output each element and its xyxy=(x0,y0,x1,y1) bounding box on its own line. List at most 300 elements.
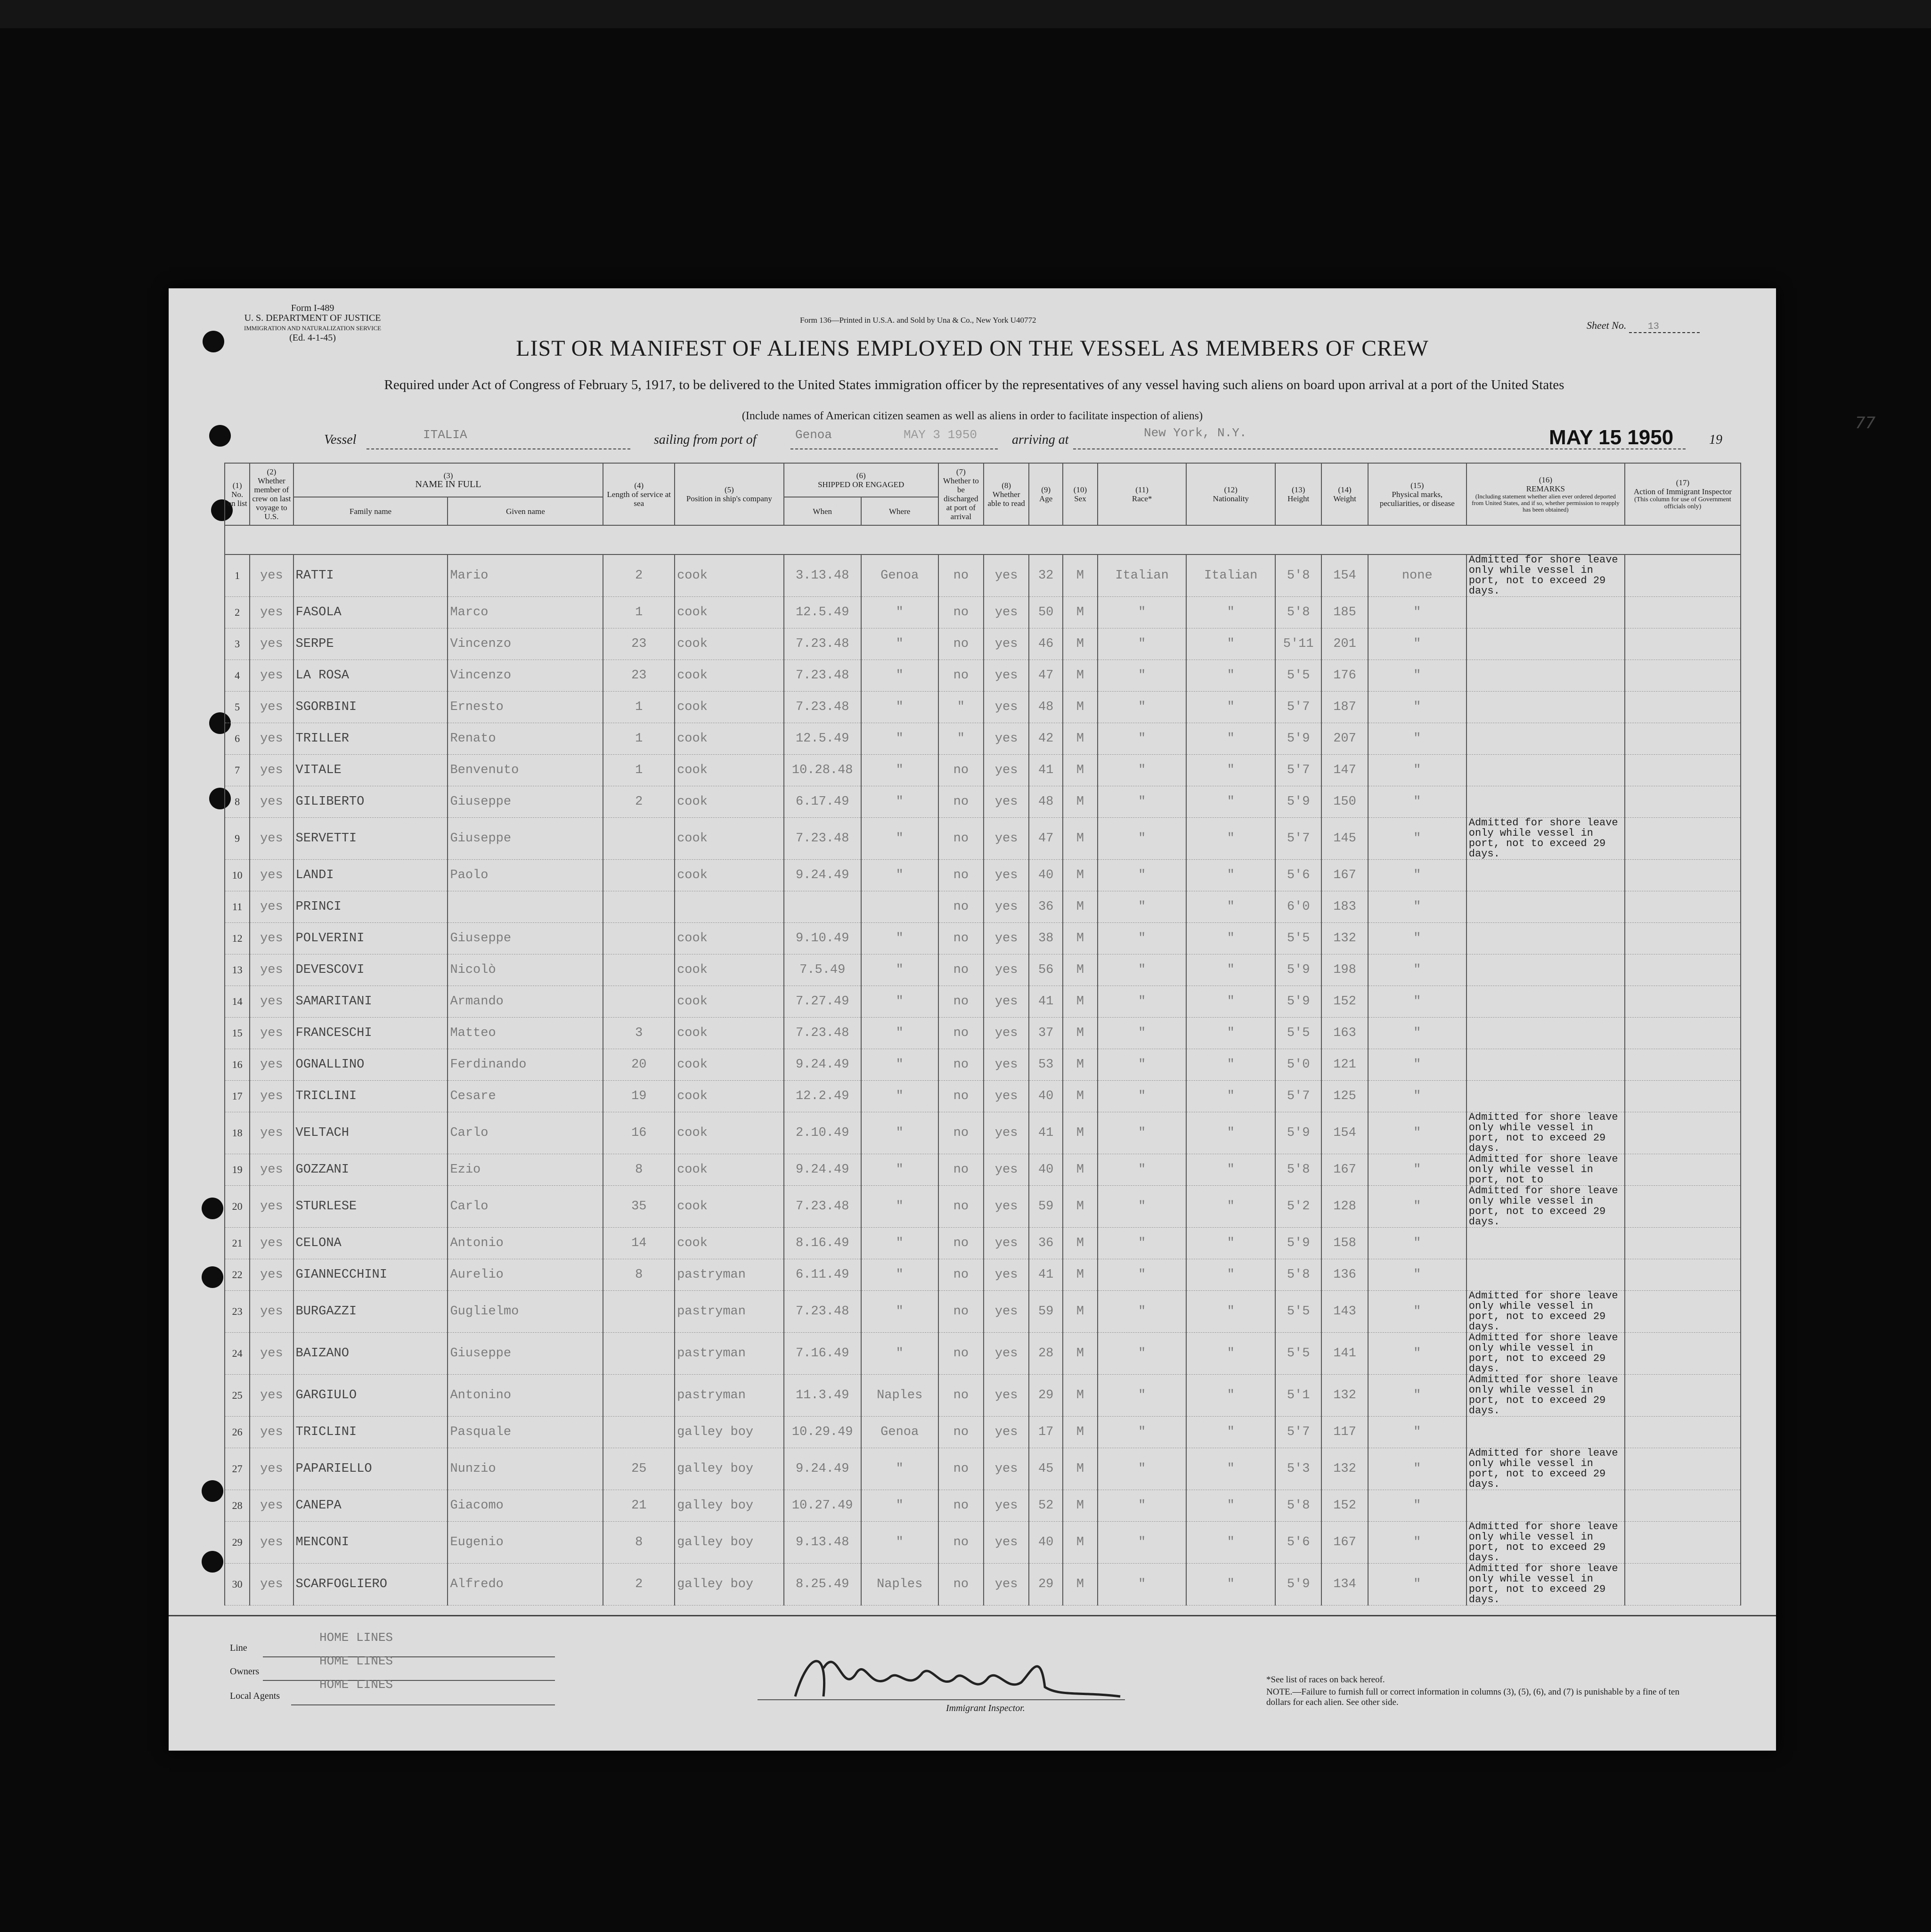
cell-nationality: " xyxy=(1186,923,1275,954)
cell-discharged: no xyxy=(938,1018,984,1049)
cell-service: 14 xyxy=(603,1228,675,1259)
cell-when: 7.23.48 xyxy=(784,1291,861,1333)
agents-value: HOME LINES xyxy=(319,1678,393,1692)
cell-remarks xyxy=(1467,1417,1625,1448)
cell-inspector-action xyxy=(1625,1049,1741,1081)
cell-no: 15 xyxy=(225,1018,250,1049)
cell-position: cook xyxy=(675,692,784,723)
cell-discharged: no xyxy=(938,1448,984,1490)
cell-inspector-action xyxy=(1625,1417,1741,1448)
cell-given: Nunzio xyxy=(448,1448,603,1490)
cell-position: cook xyxy=(675,1049,784,1081)
cell-when: 10.28.48 xyxy=(784,755,861,786)
cell-read: yes xyxy=(984,1081,1029,1112)
cell-sex: M xyxy=(1063,786,1098,818)
cell-crew: yes xyxy=(250,1049,293,1081)
cell-race: " xyxy=(1098,660,1187,692)
cell-read: yes xyxy=(984,1291,1029,1333)
cell-crew: yes xyxy=(250,1490,293,1522)
punch-hole xyxy=(209,425,231,447)
cell-when: 9.24.49 xyxy=(784,1448,861,1490)
cell-weight: 132 xyxy=(1321,1448,1368,1490)
cell-given: Giuseppe xyxy=(448,786,603,818)
cell-inspector-action xyxy=(1625,1112,1741,1154)
cell-where: " xyxy=(861,818,938,860)
cell-family: FASOLA xyxy=(293,597,448,628)
cell-position: cook xyxy=(675,786,784,818)
cell-service xyxy=(603,986,675,1018)
cell-when: 3.13.48 xyxy=(784,554,861,597)
cell-marks: " xyxy=(1368,1049,1467,1081)
sailing-port: Genoa xyxy=(795,428,832,442)
cell-read: yes xyxy=(984,986,1029,1018)
cell-no: 19 xyxy=(225,1154,250,1186)
cell-crew: yes xyxy=(250,723,293,755)
cell-height: 5'8 xyxy=(1275,597,1321,628)
cell-position: cook xyxy=(675,1228,784,1259)
cell-read: yes xyxy=(984,1018,1029,1049)
cell-marks: " xyxy=(1368,1112,1467,1154)
cell-given: Guglielmo xyxy=(448,1291,603,1333)
cell-sex: M xyxy=(1063,1417,1098,1448)
cell-remarks: Admitted for shore leave only while vessel in port, not to exceed 29 days. xyxy=(1467,818,1625,860)
table-row xyxy=(225,786,1741,818)
cell-age: 41 xyxy=(1029,986,1063,1018)
manifest-footer: Line HOME LINES Owners HOME LINES Local Agents HOME LINES Immigrant Inspector. *See list of races on back hereof. NOTE.—Failure to furnish full or correct information in columns (3), (5), (6), and (7) is punishable by a fine of ten dollars for each alien. See other side. xyxy=(169,1615,1776,1748)
table-row xyxy=(225,1333,1741,1375)
cell-weight: 167 xyxy=(1321,1522,1368,1564)
cell-weight: 207 xyxy=(1321,723,1368,755)
cell-nationality: " xyxy=(1186,954,1275,986)
cell-age: 59 xyxy=(1029,1291,1063,1333)
cell-crew: yes xyxy=(250,1228,293,1259)
cell-marks: " xyxy=(1368,1259,1467,1291)
cell-height: 5'1 xyxy=(1275,1375,1321,1417)
cell-race: " xyxy=(1098,692,1187,723)
cell-sex: M xyxy=(1063,1333,1098,1375)
cell-family: VELTACH xyxy=(293,1112,448,1154)
cell-discharged: no xyxy=(938,755,984,786)
cell-inspector-action xyxy=(1625,954,1741,986)
cell-no: 17 xyxy=(225,1081,250,1112)
cell-marks: " xyxy=(1368,891,1467,923)
cell-inspector-action xyxy=(1625,1375,1741,1417)
cell-height: 5'9 xyxy=(1275,986,1321,1018)
cell-when: 9.13.48 xyxy=(784,1522,861,1564)
cell-remarks: Admitted for shore leave only while vessel in port, not to exceed 29 days. xyxy=(1467,1564,1625,1606)
cell-sex: M xyxy=(1063,1228,1098,1259)
cell-discharged: no xyxy=(938,1417,984,1448)
cell-marks: " xyxy=(1368,692,1467,723)
cell-discharged: no xyxy=(938,1490,984,1522)
cell-given: Carlo xyxy=(448,1186,603,1228)
cell-marks: " xyxy=(1368,923,1467,954)
cell-race: " xyxy=(1098,1259,1187,1291)
form-identifier: Form I-489 U. S. DEPARTMENT OF JUSTICE IMMIGRATION AND NATURALIZATION SERVICE (Ed. 4-1-45) xyxy=(244,303,382,343)
table-row xyxy=(225,1228,1741,1259)
cell-inspector-action xyxy=(1625,923,1741,954)
cell-inspector-action xyxy=(1625,554,1741,597)
cell-weight: 185 xyxy=(1321,597,1368,628)
cell-remarks xyxy=(1467,597,1625,628)
cell-sex: M xyxy=(1063,692,1098,723)
table-row xyxy=(225,923,1741,954)
cell-height: 5'7 xyxy=(1275,755,1321,786)
cell-remarks xyxy=(1467,692,1625,723)
cell-nationality: " xyxy=(1186,1564,1275,1606)
cell-when: 7.16.49 xyxy=(784,1333,861,1375)
cell-nationality: " xyxy=(1186,1049,1275,1081)
cell-crew: yes xyxy=(250,1154,293,1186)
cell-discharged: no xyxy=(938,1049,984,1081)
cell-discharged: no xyxy=(938,1375,984,1417)
cell-inspector-action xyxy=(1625,860,1741,891)
cell-sex: M xyxy=(1063,891,1098,923)
cell-race: " xyxy=(1098,923,1187,954)
cell-service: 1 xyxy=(603,755,675,786)
cell-inspector-action xyxy=(1625,1522,1741,1564)
cell-discharged: no xyxy=(938,628,984,660)
cell-sex: M xyxy=(1063,1291,1098,1333)
cell-read: yes xyxy=(984,597,1029,628)
cell-crew: yes xyxy=(250,1333,293,1375)
cell-family: LA ROSA xyxy=(293,660,448,692)
cell-nationality: " xyxy=(1186,1490,1275,1522)
cell-remarks xyxy=(1467,660,1625,692)
table-row xyxy=(225,1049,1741,1081)
cell-discharged: no xyxy=(938,923,984,954)
cell-remarks: Admitted for shore leave only while vessel in port, not to exceed 29 days. xyxy=(1467,1112,1625,1154)
include-note: (Include names of American citizen seamen as well as aliens in order to facilitate inspection of aliens) xyxy=(741,410,1203,422)
col-2-header: (2) Whether member of crew on last voyage to U.S. xyxy=(250,463,293,525)
cell-age: 46 xyxy=(1029,628,1063,660)
table-row xyxy=(225,1186,1741,1228)
cell-age: 36 xyxy=(1029,891,1063,923)
cell-given: Ferdinando xyxy=(448,1049,603,1081)
cell-inspector-action xyxy=(1625,986,1741,1018)
cell-sex: M xyxy=(1063,1081,1098,1112)
table-row xyxy=(225,1490,1741,1522)
cell-sex: M xyxy=(1063,1522,1098,1564)
cell-nationality: " xyxy=(1186,692,1275,723)
cell-read: yes xyxy=(984,860,1029,891)
cell-read: yes xyxy=(984,1564,1029,1606)
cell-family: VITALE xyxy=(293,755,448,786)
cell-inspector-action xyxy=(1625,755,1741,786)
cell-position: cook xyxy=(675,1018,784,1049)
cell-nationality: " xyxy=(1186,1228,1275,1259)
cell-inspector-action xyxy=(1625,891,1741,923)
cell-read: yes xyxy=(984,786,1029,818)
cell-read: yes xyxy=(984,1049,1029,1081)
cell-read: yes xyxy=(984,692,1029,723)
cell-marks: " xyxy=(1368,1081,1467,1112)
cell-when: 7.23.48 xyxy=(784,628,861,660)
family-name-header: Family name xyxy=(293,497,448,525)
cell-read: yes xyxy=(984,1112,1029,1154)
cell-nationality: " xyxy=(1186,1081,1275,1112)
cell-no: 13 xyxy=(225,954,250,986)
cell-remarks: Admitted for shore leave only while vessel in port, not to exceed 29 days. xyxy=(1467,1333,1625,1375)
cell-service: 8 xyxy=(603,1259,675,1291)
table-row xyxy=(225,1564,1741,1606)
cell-weight: 167 xyxy=(1321,860,1368,891)
cell-read: yes xyxy=(984,954,1029,986)
cell-read: yes xyxy=(984,1186,1029,1228)
cell-position: galley boy xyxy=(675,1448,784,1490)
cell-marks: " xyxy=(1368,860,1467,891)
cell-age: 47 xyxy=(1029,818,1063,860)
cell-nationality: " xyxy=(1186,986,1275,1018)
cell-discharged: no xyxy=(938,1081,984,1112)
cell-sex: M xyxy=(1063,1564,1098,1606)
cell-where: Naples xyxy=(861,1375,938,1417)
cell-no: 27 xyxy=(225,1448,250,1490)
cell-age: 53 xyxy=(1029,1049,1063,1081)
table-row xyxy=(225,692,1741,723)
cell-race: " xyxy=(1098,818,1187,860)
cell-discharged: no xyxy=(938,891,984,923)
cell-race: " xyxy=(1098,1228,1187,1259)
cell-position: galley boy xyxy=(675,1564,784,1606)
cell-service: 16 xyxy=(603,1112,675,1154)
cell-no: 23 xyxy=(225,1291,250,1333)
cell-height: 5'8 xyxy=(1275,1259,1321,1291)
cell-height: 5'7 xyxy=(1275,692,1321,723)
cell-race: " xyxy=(1098,1375,1187,1417)
cell-height: 5'9 xyxy=(1275,1112,1321,1154)
cell-where: Genoa xyxy=(861,554,938,597)
cell-no: 29 xyxy=(225,1522,250,1564)
cell-race: " xyxy=(1098,1448,1187,1490)
cell-family: TRICLINI xyxy=(293,1417,448,1448)
cell-weight: 132 xyxy=(1321,1375,1368,1417)
cell-crew: yes xyxy=(250,818,293,860)
cell-height: 5'6 xyxy=(1275,860,1321,891)
manifest-sheet xyxy=(169,288,1876,1751)
cell-position xyxy=(675,891,784,923)
cell-family: BAIZANO xyxy=(293,1333,448,1375)
cell-when: 12.5.49 xyxy=(784,597,861,628)
cell-remarks: Admitted for shore leave only while vessel in port, not to exceed 29 days. xyxy=(1467,1186,1625,1228)
cell-race: " xyxy=(1098,891,1187,923)
cell-marks: " xyxy=(1368,1490,1467,1522)
cell-where: Naples xyxy=(861,1564,938,1606)
cell-crew: yes xyxy=(250,1081,293,1112)
cell-when: 8.16.49 xyxy=(784,1228,861,1259)
cell-height: 5'5 xyxy=(1275,1291,1321,1333)
cell-family: SERVETTI xyxy=(293,818,448,860)
cell-read: yes xyxy=(984,891,1029,923)
cell-inspector-action xyxy=(1625,1186,1741,1228)
table-row xyxy=(225,1522,1741,1564)
page-title: LIST OR MANIFEST OF ALIENS EMPLOYED ON THE VESSEL AS MEMBERS OF CREW xyxy=(516,336,1429,361)
cell-service xyxy=(603,1417,675,1448)
cell-sex: M xyxy=(1063,860,1098,891)
cell-given: Ezio xyxy=(448,1154,603,1186)
cell-weight: 147 xyxy=(1321,755,1368,786)
cell-height: 5'11 xyxy=(1275,628,1321,660)
cell-height: 5'9 xyxy=(1275,954,1321,986)
cell-position: pastryman xyxy=(675,1259,784,1291)
cell-race: " xyxy=(1098,1049,1187,1081)
cell-family: RATTI xyxy=(293,554,448,597)
cell-inspector-action xyxy=(1625,1490,1741,1522)
cell-nationality: " xyxy=(1186,786,1275,818)
cell-where: " xyxy=(861,1049,938,1081)
cell-read: yes xyxy=(984,1375,1029,1417)
cell-where: " xyxy=(861,628,938,660)
cell-crew: yes xyxy=(250,1186,293,1228)
cell-given: Giuseppe xyxy=(448,818,603,860)
cell-no: 14 xyxy=(225,986,250,1018)
cell-remarks xyxy=(1467,1081,1625,1112)
cell-nationality: " xyxy=(1186,891,1275,923)
cell-service: 2 xyxy=(603,1564,675,1606)
cell-height: 5'5 xyxy=(1275,1018,1321,1049)
cell-read: yes xyxy=(984,1522,1029,1564)
cell-where: " xyxy=(861,1018,938,1049)
cell-no: 5 xyxy=(225,692,250,723)
cell-given: Giacomo xyxy=(448,1490,603,1522)
cell-family: FRANCESCHI xyxy=(293,1018,448,1049)
cell-remarks: Admitted for shore leave only while vessel in port, not to exceed 29 days. xyxy=(1467,1291,1625,1333)
cell-given xyxy=(448,891,603,923)
cell-read: yes xyxy=(984,818,1029,860)
cell-discharged: no xyxy=(938,1291,984,1333)
cell-where: " xyxy=(861,954,938,986)
cell-position: pastryman xyxy=(675,1375,784,1417)
cell-service: 8 xyxy=(603,1522,675,1564)
cell-remarks xyxy=(1467,986,1625,1018)
cell-no: 24 xyxy=(225,1333,250,1375)
cell-marks: " xyxy=(1368,1333,1467,1375)
cell-nationality: " xyxy=(1186,1522,1275,1564)
cell-sex: M xyxy=(1063,755,1098,786)
cell-nationality: " xyxy=(1186,860,1275,891)
cell-age: 56 xyxy=(1029,954,1063,986)
cell-height: 5'5 xyxy=(1275,923,1321,954)
cell-discharged: no xyxy=(938,554,984,597)
cell-height: 6'0 xyxy=(1275,891,1321,923)
cell-no: 12 xyxy=(225,923,250,954)
cell-given: Vincenzo xyxy=(448,628,603,660)
cell-nationality: " xyxy=(1186,755,1275,786)
cell-race: " xyxy=(1098,1564,1187,1606)
cell-age: 17 xyxy=(1029,1417,1063,1448)
cell-given: Mario xyxy=(448,554,603,597)
cell-race: " xyxy=(1098,597,1187,628)
cell-discharged: no xyxy=(938,1112,984,1154)
cell-race: " xyxy=(1098,1186,1187,1228)
cell-family: SCARFOGLIERO xyxy=(293,1564,448,1606)
cell-when: 9.24.49 xyxy=(784,1154,861,1186)
crew-manifest-table xyxy=(224,463,1741,1606)
vessel-name: ITALIA xyxy=(423,428,467,442)
col-16-header: (16) REMARKS (Including statement whether alien ever ordered deported from United States, and if so, whether permission to reapply has been obtained) xyxy=(1467,463,1625,525)
cell-no: 30 xyxy=(225,1564,250,1606)
cell-age: 47 xyxy=(1029,660,1063,692)
cell-weight: 125 xyxy=(1321,1081,1368,1112)
cell-weight: 136 xyxy=(1321,1259,1368,1291)
cell-sex: M xyxy=(1063,1259,1098,1291)
table-row xyxy=(225,554,1741,597)
cell-sex: M xyxy=(1063,1490,1098,1522)
cell-nationality: " xyxy=(1186,628,1275,660)
cell-age: 52 xyxy=(1029,1490,1063,1522)
cell-crew: yes xyxy=(250,1564,293,1606)
cell-marks: " xyxy=(1368,1186,1467,1228)
cell-race: " xyxy=(1098,1417,1187,1448)
table-row xyxy=(225,1018,1741,1049)
cell-weight: 152 xyxy=(1321,986,1368,1018)
cell-when: 7.23.48 xyxy=(784,1186,861,1228)
cell-crew: yes xyxy=(250,1522,293,1564)
cell-given: Benvenuto xyxy=(448,755,603,786)
cell-age: 40 xyxy=(1029,1154,1063,1186)
cell-weight: 128 xyxy=(1321,1186,1368,1228)
cell-sex: M xyxy=(1063,1448,1098,1490)
cell-weight: 176 xyxy=(1321,660,1368,692)
cell-crew: yes xyxy=(250,923,293,954)
cell-race: " xyxy=(1098,1333,1187,1375)
cell-inspector-action xyxy=(1625,1259,1741,1291)
table-row xyxy=(225,755,1741,786)
cell-where: " xyxy=(861,923,938,954)
cell-weight: 167 xyxy=(1321,1154,1368,1186)
cell-given: Nicolò xyxy=(448,954,603,986)
requirement-text: Required under Act of Congress of February 5, 1917, to be delivered to the United States immigration officer by the representatives of any vessel having such aliens on board upon arrival at a port of the United States xyxy=(384,377,1564,392)
sailing-date: MAY 3 1950 xyxy=(904,428,978,442)
cell-where xyxy=(861,891,938,923)
cell-no: 6 xyxy=(225,723,250,755)
cell-age: 32 xyxy=(1029,554,1063,597)
cell-discharged: no xyxy=(938,1154,984,1186)
cell-discharged: no xyxy=(938,954,984,986)
cell-read: yes xyxy=(984,1333,1029,1375)
cell-weight: 158 xyxy=(1321,1228,1368,1259)
cell-position: cook xyxy=(675,986,784,1018)
cell-where: " xyxy=(861,755,938,786)
cell-weight: 134 xyxy=(1321,1564,1368,1606)
cell-sex: M xyxy=(1063,1154,1098,1186)
cell-marks: " xyxy=(1368,1522,1467,1564)
cell-given: Cesare xyxy=(448,1081,603,1112)
cell-sex: M xyxy=(1063,954,1098,986)
penalty-note: NOTE.—Failure to furnish full or correct information in columns (3), (5), (6), and (7) is punishable by a fine of ten dollars for each alien. See other side. xyxy=(1266,1687,1679,1707)
punch-hole xyxy=(202,1198,223,1219)
cell-read: yes xyxy=(984,723,1029,755)
cell-age: 40 xyxy=(1029,1522,1063,1564)
cell-nationality: " xyxy=(1186,1375,1275,1417)
cell-marks: " xyxy=(1368,786,1467,818)
cell-marks: " xyxy=(1368,818,1467,860)
cell-sex: M xyxy=(1063,1049,1098,1081)
cell-age: 48 xyxy=(1029,786,1063,818)
cell-crew: yes xyxy=(250,1018,293,1049)
col-14-header: (14) Weight xyxy=(1321,463,1368,525)
cell-read: yes xyxy=(984,660,1029,692)
cell-read: yes xyxy=(984,1448,1029,1490)
cell-where: " xyxy=(861,1522,938,1564)
cell-nationality: " xyxy=(1186,1018,1275,1049)
where-header: Where xyxy=(861,497,938,525)
cell-discharged: " xyxy=(938,723,984,755)
cell-position: cook xyxy=(675,597,784,628)
col-11-header: (11) Race* xyxy=(1098,463,1187,525)
owners-value: HOME LINES xyxy=(319,1654,393,1668)
cell-read: yes xyxy=(984,1490,1029,1522)
